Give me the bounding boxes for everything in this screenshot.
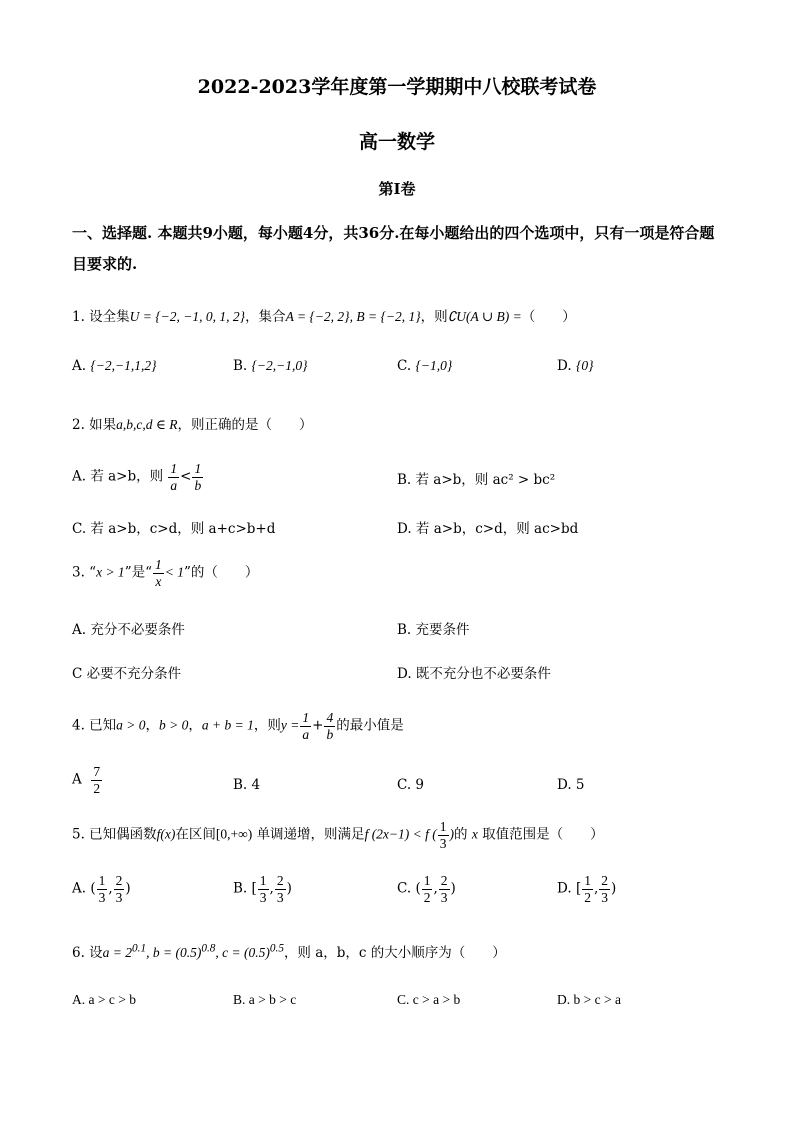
- q5-option-b[interactable]: B. [ $\frac{1}{3}$ , $\frac{2}{3}$ ): [233, 873, 292, 905]
- q1-option-a[interactable]: A. {−2,−1,1,2}: [72, 358, 157, 374]
- fraction: $\frac{1}{a}$: [302, 710, 310, 742]
- fraction: $\frac{1}{3}$: [439, 819, 447, 851]
- q6-option-c[interactable]: C. c > a > b: [397, 992, 461, 1007]
- q2-option-c[interactable]: C. 若 a>b，c>d，则 a+c>b+d: [72, 521, 276, 537]
- question-1: 1. 设全集U = {−2, −1, 0, 1, 2}，集合A = {−2, 2}, B = {−2, 1}，则∁U(A ∪ B) =（ ）: [72, 309, 576, 325]
- q1-complement: ∁U(A ∪ B) =: [447, 309, 522, 324]
- fraction: $\frac{2}{3}$: [276, 873, 284, 905]
- q1-text: 1. 设全集: [72, 309, 130, 325]
- q4-option-b[interactable]: B. 4: [233, 777, 261, 793]
- fraction: $\frac{2}{3}$: [115, 873, 123, 905]
- question-4: 4. 已知a > 0，b > 0，a + b = 1，则y = $\frac{1}{a}$ + $\frac{4}{b}$ 的最小值是: [72, 710, 404, 742]
- q6-option-b[interactable]: B. a > b > c: [233, 992, 297, 1007]
- q2-option-d[interactable]: D. 若 a>b，c>d，则 ac>bd: [397, 521, 579, 537]
- fraction: $\frac{2}{3}$: [440, 873, 448, 905]
- q3-option-d[interactable]: D. 既不充分也不必要条件: [397, 666, 551, 682]
- q6-definitions: $a = 2^{0.1}$, $b = (0.5)^{0.8}$, $c = (0.5)^{0.5}$: [102, 942, 284, 960]
- question-5: 5. 已知偶函数f(x)在区间[0,+∞) 单调递增，则满足f (2x−1) < f ( $\frac{1}{3}$ )的 x 取值范围是（ ）: [72, 819, 604, 851]
- subject-title: 高一数学: [358, 131, 435, 153]
- q5-option-d[interactable]: D. [ $\frac{1}{2}$ , $\frac{2}{3}$ ): [557, 873, 617, 905]
- q2-option-a[interactable]: A. 若 a>b，则 $\frac{1}{a}$ < $\frac{1}{b}$: [72, 461, 202, 493]
- fraction: $\frac{4}{b}$: [326, 710, 334, 742]
- q4-option-d[interactable]: D. 5: [557, 777, 585, 793]
- fraction: $\frac{1}{x}$: [155, 557, 162, 589]
- question-2: 2. 如果a,b,c,d ∈ R，则正确的是（ ）: [72, 417, 313, 433]
- q3-option-c[interactable]: C 必要不充分条件: [72, 666, 182, 682]
- q3-option-a[interactable]: A. 充分不必要条件: [72, 622, 185, 638]
- q5-option-a[interactable]: A. ( $\frac{1}{3}$ , $\frac{2}{3}$ ): [72, 873, 131, 905]
- q3-option-b[interactable]: B. 充要条件: [397, 622, 470, 638]
- q4-option-c[interactable]: C. 9: [397, 777, 425, 793]
- q2-option-b[interactable]: B. 若 a>b，则 ac² > bc²: [397, 472, 556, 488]
- fraction: $\frac{1}{3}$: [98, 873, 106, 905]
- q6-option-d[interactable]: D. b > c > a: [557, 992, 621, 1007]
- q5-option-c[interactable]: C. ( $\frac{1}{2}$ , $\frac{2}{3}$ ): [397, 873, 456, 905]
- question-3: 3. “x > 1”是“ $\frac{1}{x}$ < 1”的（ ）: [72, 557, 259, 589]
- fraction: $\frac{7}{2}$: [93, 764, 101, 796]
- fraction: $\frac{1}{2}$: [584, 873, 591, 905]
- volume-label: 第I卷: [378, 180, 416, 198]
- q4-option-a[interactable]: A $\frac{7}{2}$: [72, 764, 101, 796]
- fraction: $\frac{1}{3}$: [259, 873, 267, 905]
- fraction: $\frac{2}{3}$: [601, 873, 609, 905]
- q1-sets: A = {−2, 2}, B = {−2, 1}: [285, 309, 421, 324]
- fraction: $\frac{1}{b}$: [194, 461, 202, 493]
- q1-universe: U = {−2, −1, 0, 1, 2}: [129, 309, 246, 324]
- section-heading: 一、选择题. 本题共9小题，每小题4分，共36分.在每小题给出的四个选项中，只有一项是符合题目要求的.: [72, 224, 715, 273]
- question-6: 6. 设$a = 2^{0.1}$, $b = (0.5)^{0.8}$, $c = (0.5)^{0.5}$，则 a，b，c 的大小顺序为（ ）: [72, 942, 506, 961]
- exam-title: 2022-2023学年度第一学期期中八校联考试卷: [197, 76, 597, 98]
- q1-option-c[interactable]: C. {−1,0}: [397, 358, 453, 374]
- fraction: $\frac{1}{2}$: [423, 873, 431, 905]
- q6-option-a[interactable]: A. a > c > b: [72, 992, 136, 1007]
- fraction: $\frac{1}{a}$: [170, 461, 178, 493]
- q1-option-b[interactable]: B. {−2,−1,0}: [233, 358, 308, 374]
- q1-option-d[interactable]: D. {0}: [557, 358, 594, 374]
